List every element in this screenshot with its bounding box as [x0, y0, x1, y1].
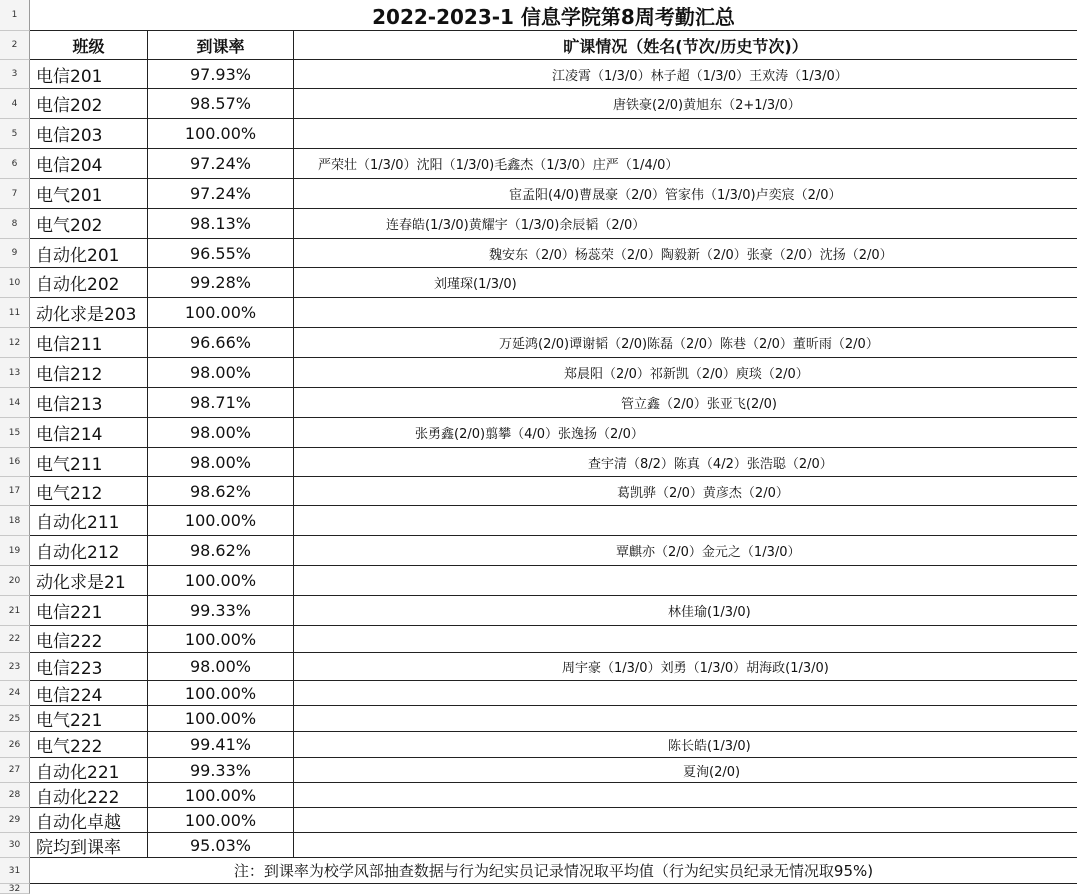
cell-rate[interactable] [148, 298, 294, 328]
class-name: 电信221 [36, 603, 103, 623]
cell-absence[interactable] [294, 60, 1077, 89]
class-name: 自动化卓越 [36, 812, 121, 833]
cell-absence[interactable] [294, 833, 1077, 858]
row-number[interactable]: 28 [0, 783, 30, 808]
class-name: 电气212 [36, 483, 103, 504]
class-name: 电信213 [36, 395, 103, 415]
cell-class[interactable] [30, 732, 148, 758]
cell-rate[interactable] [148, 626, 294, 653]
class-name: 电信202 [36, 96, 103, 116]
attendance-rate: 95.03% [189, 835, 251, 855]
cell-class[interactable] [30, 209, 148, 239]
absence-detail: 覃麒亦（2/0）金元之（1/3/0） [616, 545, 801, 560]
attendance-rate: 100.00% [184, 629, 257, 649]
row-number[interactable]: 18 [0, 506, 30, 536]
cell-rate[interactable] [148, 119, 294, 149]
cell-class[interactable] [30, 783, 148, 808]
cell-absence[interactable] [294, 209, 1077, 239]
cell-absence[interactable] [294, 298, 1077, 328]
row-number[interactable]: 30 [0, 833, 30, 858]
absence-detail: 连春皓(1/3/0)黄耀宇（1/3/0)余辰韬（2/0） [386, 218, 646, 233]
attendance-rate: 100.00% [184, 683, 257, 703]
cell-rate[interactable] [148, 506, 294, 536]
class-name: 电气202 [36, 216, 103, 236]
attendance-rate: 96.66% [189, 333, 251, 352]
absence-detail: 张勇鑫(2/0)翦攀（4/0）张逸扬（2/0） [415, 427, 644, 442]
row-number[interactable]: 7 [0, 179, 30, 209]
cell-class[interactable] [30, 808, 148, 833]
cell-absence[interactable] [294, 89, 1077, 119]
cell-absence[interactable] [294, 653, 1077, 681]
cell-rate[interactable] [148, 653, 294, 681]
attendance-rate: 98.00% [189, 363, 251, 382]
cell-absence[interactable] [294, 418, 1077, 448]
row-number[interactable]: 21 [0, 596, 30, 626]
row-number[interactable]: 31 [0, 858, 30, 884]
cell-rate[interactable] [148, 833, 294, 858]
row-number[interactable]: 9 [0, 239, 30, 268]
class-name: 自动化211 [36, 513, 120, 533]
attendance-rate: 97.93% [189, 64, 251, 84]
cell-absence[interactable] [294, 448, 1077, 477]
cell-absence[interactable] [294, 596, 1077, 626]
class-name: 电信211 [36, 335, 103, 355]
cell-rate[interactable] [148, 60, 294, 89]
cell-class[interactable] [30, 596, 148, 626]
class-name: 自动化221 [36, 762, 120, 783]
absence-detail: 宦孟阳(4/0)曹晟豪（2/0）管家伟（1/3/0)卢奕宸（2/0） [509, 188, 842, 203]
class-name: 自动化201 [36, 245, 120, 266]
cell-rate[interactable] [148, 536, 294, 566]
cell-rate[interactable] [148, 706, 294, 732]
cell-class[interactable] [30, 149, 148, 179]
cell-class[interactable] [30, 833, 148, 858]
cell-rate[interactable] [148, 179, 294, 209]
header-class[interactable]: 班级 [30, 31, 148, 60]
class-name: 动化求是203 [36, 305, 137, 325]
class-name: 电信223 [36, 659, 103, 679]
attendance-rate: 98.00% [189, 657, 251, 676]
cell-class[interactable] [30, 388, 148, 418]
class-name: 电信224 [36, 685, 103, 706]
cell-class[interactable] [30, 358, 148, 388]
cell-absence[interactable] [294, 268, 1077, 298]
attendance-rate: 100.00% [184, 785, 257, 805]
attendance-rate: 99.28% [189, 273, 251, 292]
class-name: 电信203 [36, 126, 103, 146]
cell-class[interactable] [30, 418, 148, 448]
attendance-rate: 99.33% [189, 601, 251, 620]
attendance-rate: 100.00% [184, 511, 257, 530]
attendance-rate: 96.55% [189, 243, 251, 263]
cell-class[interactable] [30, 119, 148, 149]
cell-rate[interactable] [148, 566, 294, 596]
cell-absence[interactable] [294, 566, 1077, 596]
cell-rate[interactable] [148, 681, 294, 706]
row-number[interactable]: 11 [0, 298, 30, 328]
attendance-rate: 100.00% [184, 709, 257, 728]
absence-detail: 刘瑾琛(1/3/0) [434, 277, 517, 292]
cell-class[interactable] [30, 477, 148, 506]
cell-absence[interactable] [294, 536, 1077, 566]
cell-absence[interactable] [294, 239, 1077, 268]
row-number[interactable]: 22 [0, 626, 30, 653]
attendance-rate: 98.71% [189, 393, 251, 412]
row-number[interactable]: 6 [0, 149, 30, 179]
row-number[interactable]: 2 [0, 31, 30, 60]
class-name: 院均到课率 [36, 837, 121, 858]
cell-class[interactable] [30, 758, 148, 783]
cell-rate[interactable] [148, 596, 294, 626]
class-name: 电信201 [36, 66, 103, 87]
absence-detail: 周宇豪（1/3/0）刘勇（1/3/0）胡海政(1/3/0) [562, 661, 829, 676]
sheet-title[interactable]: 2022-2023-1 信息学院第8周考勤汇总 [30, 0, 1077, 31]
absence-detail: 唐铁豪(2/0)黄旭东（2+1/3/0） [613, 98, 801, 113]
cell-class[interactable] [30, 239, 148, 268]
cell-absence[interactable] [294, 477, 1077, 506]
attendance-rate: 98.62% [189, 481, 251, 501]
absence-detail: 万延鸿(2/0)谭谢韬（2/0)陈磊（2/0）陈巷（2/0）董昕雨（2/0） [499, 337, 879, 352]
cell-class[interactable] [30, 653, 148, 681]
row-number[interactable]: 4 [0, 89, 30, 119]
absence-detail: 陈长皓(1/3/0) [668, 739, 751, 754]
row-number[interactable]: 12 [0, 328, 30, 358]
class-name: 电信204 [36, 156, 103, 176]
row-number[interactable]: 19 [0, 536, 30, 566]
cell-rate[interactable] [148, 418, 294, 448]
cell-rate[interactable] [148, 89, 294, 119]
absence-detail: 魏安东（2/0）杨蕊荣（2/0）陶毅新（2/0）张豪（2/0）沈扬（2/0） [489, 247, 893, 263]
cell-rate[interactable] [148, 808, 294, 833]
row-number[interactable]: 29 [0, 808, 30, 833]
cell-absence[interactable] [294, 706, 1077, 732]
class-name: 电气222 [36, 737, 103, 757]
class-name: 电气201 [36, 186, 103, 206]
row-number[interactable]: 16 [0, 448, 30, 477]
cell-absence[interactable] [294, 179, 1077, 209]
cell-class[interactable] [30, 448, 148, 477]
cell-class[interactable] [30, 706, 148, 732]
class-name: 电气211 [36, 454, 103, 475]
attendance-rate: 100.00% [184, 810, 257, 830]
cell-absence[interactable] [294, 119, 1077, 149]
attendance-rate: 100.00% [184, 303, 257, 322]
cell-class[interactable] [30, 566, 148, 596]
absence-detail: 管立鑫（2/0）张亚飞(2/0) [621, 397, 777, 412]
row-number[interactable]: 3 [0, 60, 30, 89]
row-number[interactable]: 14 [0, 388, 30, 418]
class-name: 自动化212 [36, 543, 120, 563]
class-name: 自动化222 [36, 787, 120, 808]
absence-detail: 江凌霄（1/3/0）林子超（1/3/0）王欢涛（1/3/0） [552, 68, 848, 84]
attendance-rate: 100.00% [184, 124, 257, 143]
row-number[interactable]: 20 [0, 566, 30, 596]
class-name: 自动化202 [36, 275, 120, 295]
cell-absence[interactable] [294, 149, 1077, 179]
attendance-rate: 98.57% [189, 94, 251, 113]
attendance-rate: 97.24% [189, 184, 251, 203]
absence-detail: 夏洵(2/0) [683, 764, 741, 780]
cell-absence[interactable] [294, 626, 1077, 653]
absence-detail: 严荣壮（1/3/0）沈阳（1/3/0)毛鑫杰（1/3/0）庄严（1/4/0） [318, 158, 679, 173]
cell-class[interactable] [30, 536, 148, 566]
absence-detail: 葛凯骅（2/0）黄彦杰（2/0） [617, 485, 789, 501]
cell-rate[interactable] [148, 732, 294, 758]
attendance-rate: 98.13% [189, 214, 251, 233]
row-number[interactable]: 23 [0, 653, 30, 681]
cell-rate[interactable] [148, 388, 294, 418]
attendance-rate: 98.00% [189, 423, 251, 442]
cell-absence[interactable] [294, 808, 1077, 833]
cell-class[interactable] [30, 268, 148, 298]
row-number[interactable]: 13 [0, 358, 30, 388]
cell-absence[interactable] [294, 681, 1077, 706]
cell-absence[interactable] [294, 758, 1077, 783]
cell-absence[interactable] [294, 506, 1077, 536]
header-absence[interactable]: 旷课情况（姓名(节次/历史节次)） [294, 31, 1077, 60]
cell-class[interactable] [30, 60, 148, 89]
row-number[interactable]: 26 [0, 732, 30, 758]
cell-absence[interactable] [294, 732, 1077, 758]
cell-class[interactable] [30, 506, 148, 536]
cell-absence[interactable] [294, 358, 1077, 388]
class-name: 电信214 [36, 425, 103, 445]
cell-class[interactable] [30, 298, 148, 328]
attendance-rate: 100.00% [184, 571, 257, 590]
row-number[interactable]: 17 [0, 477, 30, 506]
cell-rate[interactable] [148, 149, 294, 179]
row-number[interactable]: 8 [0, 209, 30, 239]
cell-rate[interactable] [148, 239, 294, 268]
row-number[interactable]: 1 [0, 0, 30, 31]
cell-rate[interactable] [148, 783, 294, 808]
cell-rate[interactable] [148, 328, 294, 358]
cell-absence[interactable] [294, 388, 1077, 418]
cell-rate[interactable] [148, 758, 294, 783]
cell-absence[interactable] [294, 328, 1077, 358]
cell-class[interactable] [30, 681, 148, 706]
row-number[interactable]: 15 [0, 418, 30, 448]
cell-rate[interactable] [148, 209, 294, 239]
row-number[interactable]: 25 [0, 706, 30, 732]
row-number[interactable]: 10 [0, 268, 30, 298]
cell-absence[interactable] [294, 783, 1077, 808]
absence-detail: 郑晨阳（2/0）祁新凯（2/0）庾琰（2/0） [564, 367, 809, 382]
cell-class[interactable] [30, 89, 148, 119]
class-name: 电信212 [36, 365, 103, 385]
attendance-rate: 97.24% [189, 154, 251, 173]
attendance-rate: 98.62% [189, 541, 251, 560]
footnote[interactable]: 注：到课率为校学风部抽查数据与行为纪实员记录情况取平均值（行为纪实员纪录无情况取95%) [30, 858, 1077, 884]
row-number[interactable]: 27 [0, 758, 30, 783]
cell-rate[interactable] [148, 448, 294, 477]
row-number[interactable]: 32 [0, 884, 30, 894]
row-number[interactable]: 24 [0, 681, 30, 706]
cell-class[interactable] [30, 626, 148, 653]
class-name: 电信222 [36, 631, 103, 652]
cell-class[interactable] [30, 179, 148, 209]
absence-detail: 查宇清（8/2）陈真（4/2）张浩聪（2/0） [588, 456, 833, 472]
cell-rate[interactable] [148, 358, 294, 388]
row-number[interactable]: 5 [0, 119, 30, 149]
cell-class[interactable] [30, 328, 148, 358]
class-name: 电气221 [36, 711, 103, 731]
class-name: 动化求是21 [36, 573, 126, 593]
attendance-rate: 99.41% [189, 735, 251, 754]
attendance-rate: 98.00% [189, 452, 251, 472]
absence-detail: 林佳瑜(1/3/0) [668, 605, 751, 620]
cell-rate[interactable] [148, 268, 294, 298]
attendance-rate: 99.33% [189, 760, 251, 780]
header-rate[interactable]: 到课率 [148, 31, 294, 60]
cell-rate[interactable] [148, 477, 294, 506]
